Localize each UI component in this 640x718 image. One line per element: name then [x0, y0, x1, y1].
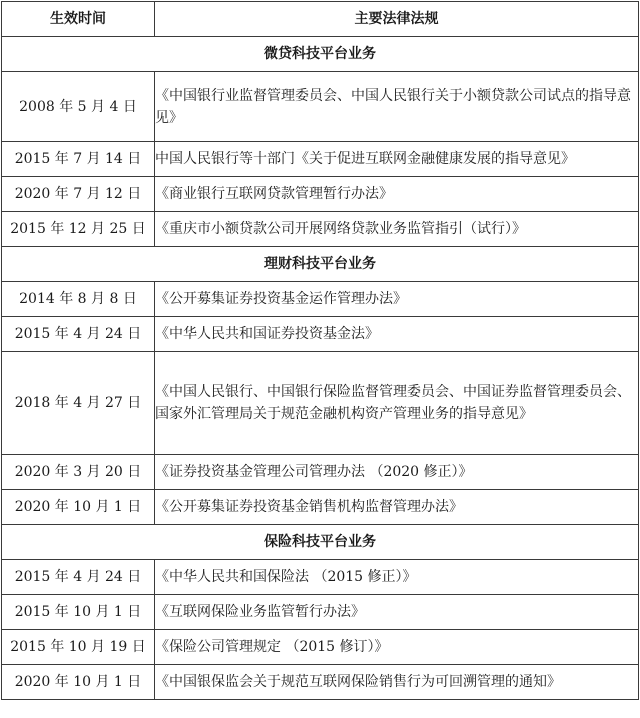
- table-row: [2, 282, 639, 317]
- effective-date-cell: 2020 年 7 月 12 日: [2, 177, 155, 212]
- section-row: [2, 247, 639, 282]
- law-cell: 中国人民银行等十部门《关于促进互联网金融健康发展的指导意见》: [155, 142, 639, 177]
- table-row: [2, 630, 639, 665]
- table-row: [2, 490, 639, 525]
- effective-date-cell: 2015 年 7 月 14 日: [2, 142, 155, 177]
- table-body: [2, 37, 639, 700]
- table-row: [2, 560, 639, 595]
- section-title: 理财科技平台业务: [2, 247, 639, 282]
- effective-date-cell: 2008 年 5 月 4 日: [2, 72, 155, 142]
- effective-date-cell: 2020 年 10 月 1 日: [2, 490, 155, 525]
- effective-date-cell: 2015 年 12 月 25 日: [2, 212, 155, 247]
- header-row: [2, 2, 639, 37]
- effective-date-cell: 2020 年 10 月 1 日: [2, 665, 155, 700]
- law-cell: 《公开募集证券投资基金运作管理办法》: [155, 282, 639, 317]
- section-row: [2, 525, 639, 560]
- law-cell: 《保险公司管理规定 （2015 修订）》: [155, 630, 639, 665]
- law-cell: 《重庆市小额贷款公司开展网络贷款业务监管指引（试行）》: [155, 212, 639, 247]
- law-cell: 《公开募集证券投资基金销售机构监督管理办法》: [155, 490, 639, 525]
- law-cell: 《中国人民银行、中国银行保险监督管理委员会、中国证券监督管理委员会、国家外汇管理局关于规范金融机构资产管理业务的指导意见》: [155, 352, 639, 455]
- header-effective-date: 生效时间: [2, 2, 155, 37]
- effective-date-cell: 2015 年 4 月 24 日: [2, 560, 155, 595]
- table-row: [2, 595, 639, 630]
- table-row: [2, 212, 639, 247]
- section-row: [2, 37, 639, 72]
- effective-date-cell: 2020 年 3 月 20 日: [2, 455, 155, 490]
- section-title: 微贷科技平台业务: [2, 37, 639, 72]
- law-cell: 《商业银行互联网贷款管理暂行办法》: [155, 177, 639, 212]
- effective-date-cell: 2015 年 10 月 19 日: [2, 630, 155, 665]
- effective-date-cell: 2018 年 4 月 27 日: [2, 352, 155, 455]
- law-cell: 《中国银行业监督管理委员会、中国人民银行关于小额贷款公司试点的指导意见》: [155, 72, 639, 142]
- table-row: [2, 177, 639, 212]
- effective-date-cell: 2015 年 10 月 1 日: [2, 595, 155, 630]
- section-title: 保险科技平台业务: [2, 525, 639, 560]
- table-row: [2, 455, 639, 490]
- table-row: [2, 142, 639, 177]
- table-row: [2, 665, 639, 700]
- law-cell: 《中华人民共和国保险法 （2015 修正）》: [155, 560, 639, 595]
- table-row: [2, 72, 639, 142]
- table-row: [2, 352, 639, 455]
- law-cell: 《中国银保监会关于规范互联网保险销售行为可回溯管理的通知》: [155, 665, 639, 700]
- law-cell: 《互联网保险业务监管暂行办法》: [155, 595, 639, 630]
- law-cell: 《证券投资基金管理公司管理办法 （2020 修正）》: [155, 455, 639, 490]
- table-row: [2, 317, 639, 352]
- effective-date-cell: 2014 年 8 月 8 日: [2, 282, 155, 317]
- header-main-laws: 主要法律法规: [155, 2, 639, 37]
- law-cell: 《中华人民共和国证券投资基金法》: [155, 317, 639, 352]
- effective-date-cell: 2015 年 4 月 24 日: [2, 317, 155, 352]
- regulations-table: [1, 1, 639, 700]
